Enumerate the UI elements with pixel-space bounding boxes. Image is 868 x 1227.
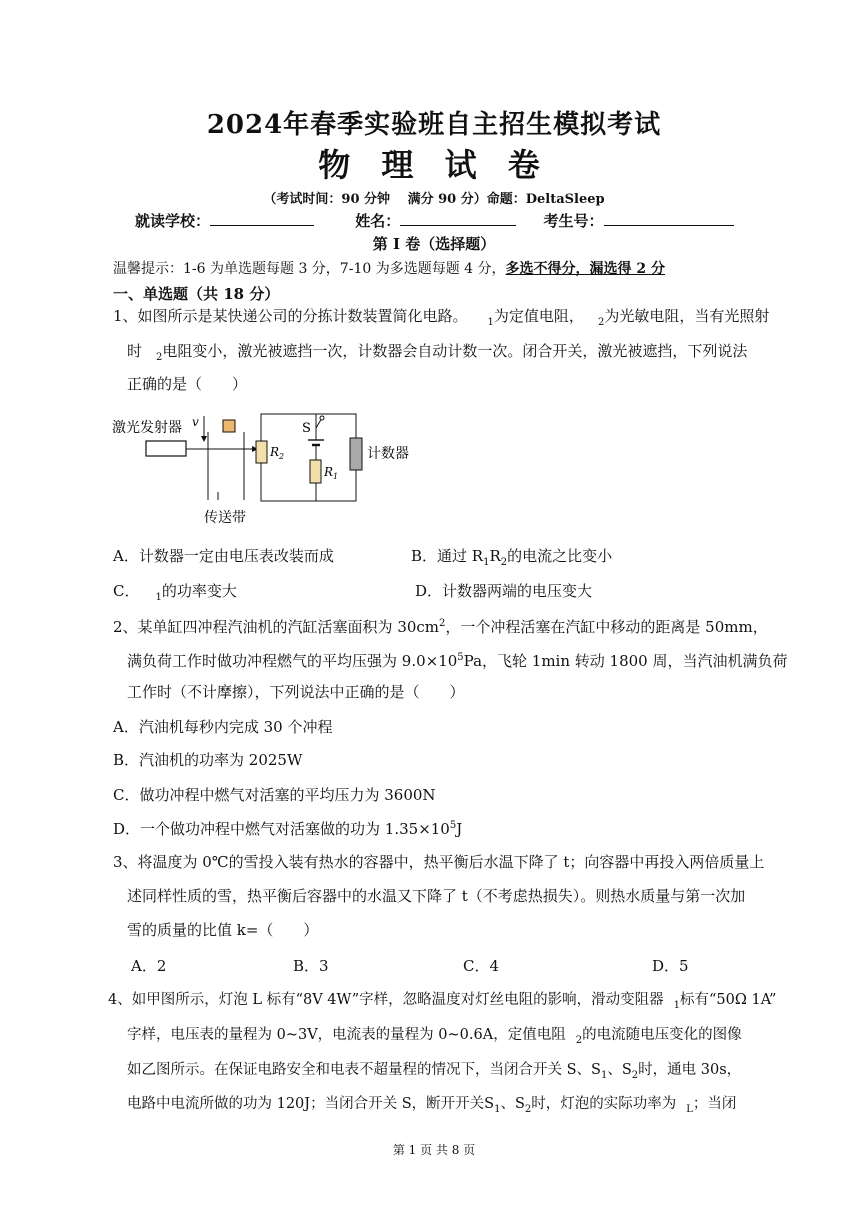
- q1-text-c: 为光敏电阻，当有光照射: [604, 307, 770, 325]
- circuit-bottom-wire: [261, 463, 356, 501]
- r2-resistor: [256, 441, 267, 463]
- counter-device: [350, 438, 362, 470]
- q3-line1: 3、将温度为 0℃的雪投入装有热水的容器中，热平衡后水温下降了 t；向容器中再投入两倍质量上: [113, 853, 765, 871]
- q1-sub2: 2: [597, 317, 605, 328]
- name-label: 姓名：: [355, 212, 401, 230]
- q1-option-d: D．计数器两端的电压变大: [415, 582, 593, 600]
- q1-text-b: 为定值电阻，: [493, 307, 584, 325]
- q1-option-a: A．计数器一定由电压表改装而成: [113, 547, 334, 565]
- q4-line2: 字样，电压表的量程为 0~3V，电流表的量程为 0~0.6A，定值电阻 $_2$的电流随电压变化的图像: [127, 1027, 742, 1046]
- school-blank: [210, 211, 314, 226]
- r2-label: $R_2$: [270, 445, 285, 461]
- q4-line4: 电路中电流所做的功为 120J；当闭合开关 S，断开开关$S_1$、$S_2$时，灯泡的实际功率为 $_L$；当闭: [127, 1096, 737, 1115]
- q1-option-c: C． $_1$的功率变大: [113, 582, 237, 603]
- exam-title: 2024年春季实验班自主招生模拟考试: [206, 110, 662, 140]
- q1-line1: [113, 306, 769, 333]
- switch-label: S: [302, 421, 311, 436]
- q2-option-d: D．一个做功冲程中燃气对活塞做的功为 $1.35\times 10^5J$: [113, 820, 463, 838]
- id-label: 考生号：: [543, 212, 604, 230]
- q2-option-b: B．汽油机的功率为 2025W: [113, 751, 303, 769]
- laser-label: 激光发射器: [112, 420, 182, 436]
- q2-option-a: A．汽油机每秒内完成 30 个冲程: [113, 718, 333, 736]
- tip-text: [113, 258, 665, 278]
- q2-option-c: C．做功冲程中燃气对活塞的平均压力为 3600N: [113, 786, 436, 804]
- laser-emitter-box: [146, 441, 186, 456]
- r1-label: $R_1$: [324, 465, 339, 481]
- r1-resistor: [310, 460, 321, 483]
- q4-line3: 如乙图所示。在保证电路安全和电表不超量程的情况下，当闭合开关 S、$S_1$、$S_2$时，通电 30s，: [127, 1062, 742, 1081]
- q1-sub1: 1: [487, 317, 494, 328]
- q3-option-b: B．3: [293, 957, 329, 975]
- belt-label: 传送带: [204, 510, 246, 526]
- subject-title: 物 理 试 卷: [318, 146, 550, 184]
- q2-line3: 工作时（不计摩擦），下列说法中正确的是（ ）: [127, 683, 465, 701]
- q2-line1: 2、某单缸四冲程汽油机的汽缸活塞面积为 $30cm^2$，一个冲程活塞在汽缸中移动的距离是 50mm，: [113, 618, 768, 636]
- q3-option-c: C．4: [463, 957, 500, 975]
- q1-text-a: 1、如图所示是某快递公司的分拣计数装置简化电路。: [113, 307, 468, 325]
- counter-label: 计数器: [367, 446, 409, 462]
- switch-contact-icon: [320, 416, 324, 420]
- q3-option-d: D．5: [652, 957, 689, 975]
- tip-body: 温馨提示：1-6 为单选题每题 3 分，7-10 为多选题每题 4 分，: [113, 261, 506, 277]
- exam-meta: （考试时间：90 分钟 满分 90 分）命题：DeltaSleep: [263, 192, 605, 207]
- q1-text-e: 电阻变小，激光被遮挡一次，计数器会自动计数一次。闭合开关，激光被遮挡，下列说法: [162, 342, 748, 360]
- q1-line2: [127, 341, 747, 368]
- student-info-fields: [135, 210, 734, 231]
- q3-line2: 述同样性质的雪，热平衡后容器中的水温又下降了 t（不考虑热损失）。则热水质量与第一次加: [127, 887, 746, 905]
- q1-option-b: B．通过 $R_1R_2$的电流之比变小: [411, 547, 613, 568]
- part1-heading: 一、单选题（共 18 分）: [113, 285, 280, 303]
- q1-sub2b: 2: [156, 352, 163, 363]
- q3-option-a: A．2: [131, 957, 167, 975]
- page-footer: 第 1 页 共 8 页: [392, 1143, 476, 1157]
- v-label: v: [192, 415, 199, 429]
- q1-circuit-figure: [108, 408, 448, 528]
- school-label: 就读学校：: [135, 212, 211, 230]
- q2-line2: 满负荷工作时做功冲程燃气的平均压强为 $9.0\times 10^5Pa$，飞轮 1min 转动 1800 周，当汽油机满负荷: [127, 652, 788, 670]
- q1-line3: 正确的是（ ）: [127, 375, 248, 393]
- q3-line3: 雪的质量的比值 k=（ ）: [127, 921, 319, 939]
- package-icon: [223, 420, 235, 432]
- velocity-arrow-icon: [201, 436, 207, 442]
- q1-text-d: 时: [127, 342, 143, 360]
- q4-line1: 4、如甲图所示，灯泡 L 标有“8V 4W”字样，忽略温度对灯丝电阻的影响，滑动变阻器 $_1$标有“50Ω 1A”: [108, 992, 777, 1011]
- name-blank: [400, 211, 516, 226]
- section-title: 第 I 卷（选择题）: [372, 235, 496, 253]
- tip-emphasis: 多选不得分，漏选得 2 分: [505, 261, 666, 277]
- id-blank: [604, 211, 734, 226]
